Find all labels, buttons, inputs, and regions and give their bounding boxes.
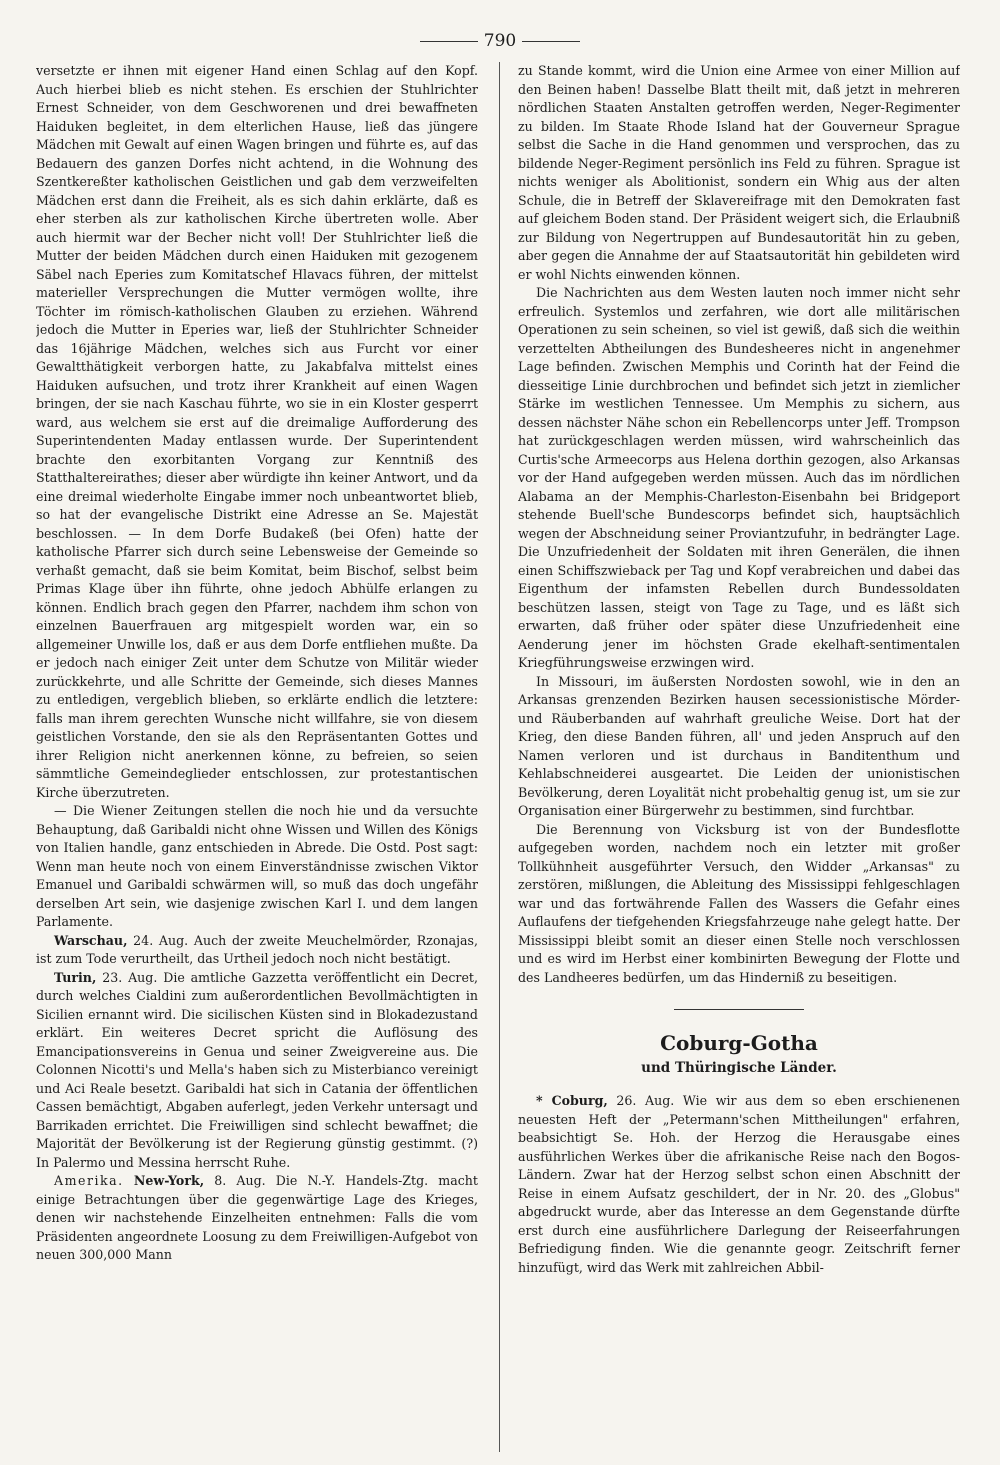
header-rule-left (420, 41, 478, 42)
article-amerika (36, 1172, 478, 1265)
left-column (36, 62, 478, 1457)
article-vicksburg: Die Berennung von Vicksburg ist von der Bundesflotte aufgegeben worden, nachdem noch ein letzter mit großer Tollkühnheit ausgeführter Versuch, den Widder „Arkansas" zu zerstören, mißlungen, die Ableitung des Mississippi fehlgeschlagen war und das fortwährende Fallen des Wassers die Gefahr eines Auflaufens der tiefgehenden Kriegsfahrzeuge nahe gelegt hatte. Der Mississippi bleibt somit an dieser einen Stelle noch verschlossen und es wird im Herbst einer kombinirten Bewegung der Flotte und des Landheeres bedürfen, um das Hinderniß zu beseitigen. (518, 821, 960, 985)
section-separator (674, 1009, 804, 1010)
article-text: Auch der zweite Meuchelmörder, Rzonajas, ist zum Tode verurtheilt, das Urtheil jedoch noch nicht bestätigt. (36, 932, 478, 966)
dateline-date: 26. Aug. (616, 1093, 675, 1108)
dateline-place: New-York, (133, 1173, 205, 1188)
section-heading: Coburg-Gotha (660, 1031, 818, 1055)
section-subheading: und Thüringische Länder. (641, 1060, 837, 1076)
dateline-date: 23. Aug. (102, 969, 158, 985)
page-header (420, 30, 580, 52)
article-hungary-conversion: versetzte er ihnen mit eigener Hand einen Schlag auf den Kopf. Auch hierbei blieb es nicht stehen. Es erschien der Stuhlrichter Ernest Schneider, von dem Geschworenen und drei bewaffneten Haiduken begleitet, in dem elterlichen Hause, ließ das jüngere Mädchen mit Gewalt auf einen Wagen bringen und führte es, auf das Bedauern des ganzen Dorfes nicht achtend, in die Wohnung des Szentkereßter katholischen Geistlichen und gab dem verzweifelten Mädchen erst dann die Freiheit, als es sich dahin erklärte, daß es eher sterben als zur katholischen Kirche übertreten wolle. Aber auch hiermit war der Becher nicht voll! Der Stuhlrichter ließ die Mutter der beiden Mädchen durch einen Haiduken mit gezogenem Säbel nach Eperies zum Komitatschef Hlavacs führen, der mittelst materieller Versprechungen die Mutter vermögen wollte, ihre Töchter im römisch-katholischen Glauben zu erziehen. Während jedoch die Mutter in Eperies war, ließ der Stuhlrichter Schneider das 16jährige Mädchen, welches sich aus Furcht vor einer Gewaltthätigkeit verborgen hatte, zu Jakabfalva mittelst eines Haiduken aufsuchen, und trotz ihrer Krankheit auf einen Wagen bringen, der sie nach Kaschau führte, wo sie in ein Kloster gesperrt ward, aus welchem sie erst auf die dreimalige Aufforderung des Superintendenten Maday entlassen wurde. Der Superintendent brachte den exorbitanten Vorgang zur Kenntniß des Statthaltereirathes; dieser aber würdigte ihn keiner Antwort, und da eine dreimal wiederholte Eingabe immer noch unbeantwortet blieb, so hat der evangelische Distrikt eine Adresse an Se. Majestät beschlossen. — In dem Dorfe Budakeß (bei Ofen) hatte der katholische Pfarrer sich durch seine Lebensweise der Gemeinde so verhaßt gemacht, daß sie beim Komitat, beim Bischof, selbst beim Primas Klage über ihn führte, ohne jedoch Abhülfe erlangen zu können. Endlich brach gegen den Pfarrer, nachdem ihm schon von einzelnen Bauerfrauen arg mitgespielt worden war, ein so allgemeiner Unwille los, daß er aus dem Dorfe entfliehen mußte. Da er jedoch nach einiger Zeit unter dem Schutze von Militär wieder zurückkehrte, und alle Schritte der Gemeinde, sich dieses Mannes zu entledigen, vergeblich blieben, so erklärte endlich die letztere: falls man ihrem gerechten Wunsche nicht willfahre, sie von diesem geistlichen Vorstande, den sie als den Repräsentanten Gottes und ihrer Religion nicht anerkennen könne, zu befreien, so seien sämmtliche Gemeindeglieder entschlossen, zur protestantischen Kirche überzutreten. (36, 63, 478, 800)
right-column (518, 62, 960, 1457)
column-divider (499, 62, 500, 1452)
dateline-place: * Coburg, (536, 1093, 608, 1108)
article-amerika-continued: zu Stande kommt, wird die Union eine Armee von einer Million auf den Beinen haben! Dasselbe Blatt theilt mit, daß jetzt in mehreren nördlichen Staaten Anstalten getroffen werden, Neger-Regimenter zu bilden. Im Staate Rhode Island hat der Gouverneur Sprague selbst die Sache in die Hand genommen und versprochen, das zu bildende Neger-Regiment persönlich ins Feld zu führen. Sprague ist nichts weniger als Abolitionist, sondern ein Whig aus der alten Schule, die in Betreff der Sklavereifrage mit den Demokraten fast auf gleichem Boden stand. Der Präsident weigert sich, die Erlaubniß zur Bildung von Negertruppen auf Bundesautorität hin zu geben, aber gegen die Annahme der auf Staatsautorität hin gebildeten wird er wohl Nichts einwenden können. (518, 63, 960, 282)
dateline-date: 8. Aug. (214, 1173, 266, 1188)
dateline-date: 24. Aug. (133, 932, 189, 948)
dateline-place: Turin, (54, 969, 97, 985)
article-vienna-garibaldi: — Die Wiener Zeitungen stellen die noch hie und da versuchte Behauptung, daß Garibaldi nicht ohne Wissen und Willen des Königs von Italien handle, ganz entschieden in Abrede. Die Ostd. Post sagt: Wenn man heute noch von einem Einverständnisse zwischen Viktor Emanuel und Garibaldi schwärmen will, so muß das doch ungefähr derselben Art sein, wie dasjenige zwischen Karl I. und dem langen Parlamente. (36, 803, 478, 929)
page-number: 790 (483, 31, 517, 51)
header-rule-right (522, 41, 580, 42)
article-coburg (518, 1092, 960, 1277)
article-turin (36, 969, 478, 1173)
article-missouri: In Missouri, im äußersten Nordosten sowohl, wie in den an Arkansas grenzenden Bezirken hausen secessionistische Mörder- und Räuberbanden auf wahrhaft greuliche Weise. Dort hat der Krieg, den diese Banden führen, all' und jeden Anspruch auf den Namen verloren und ist durchaus in Banditenthum und Kehlabschneiderei ausgeartet. Die Leiden der unionistischen Bevölkerung, deren Loyalität nicht probehaltig genug ist, um sie zur Organisation einer Bürgerwehr zu bestimmen, sind furchtbar. (518, 673, 960, 818)
article-west-news: Die Nachrichten aus dem Westen lauten noch immer nicht sehr erfreulich. Systemlos und zerfahren, wie dort alle militärischen Operationen zu sein scheinen, so viel ist gewiß, daß sich die weithin verzettelten Abtheilungen des Bundesheeres nicht in angenehmer Lage befinden. Zwischen Memphis und Corinth hat der Feind die diesseitige Linie durchbrochen und befindet sich jetzt in ziemlicher Stärke im westlichen Tennessee. Um Memphis zu sichern, aus dessen nächster Nähe schon ein Rebellencorps unter Jeff. Trompson hat zurückgeschlagen werden müssen, wird wahrscheinlich das Curtis'sche Armeecorps aus Helena dorthin gezogen, also Arkansas vor der Hand aufgegeben werden müssen. Auch das im nördlichen Alabama an der Memphis-Charleston-Eisenbahn bei Bridgeport stehende Buell'sche Bundescorps befindet sich, hauptsächlich wegen der Abschneidung seiner Proviantzufuhr, in bedrängter Lage. Die Unzufriedenheit der Soldaten mit ihren Generälen, die ihnen einen Schiffszwieback per Tag und Kopf verabreichen und dabei das Eigenthum der infamsten Rebellen durch Bundessoldaten beschützen lassen, steigt von Tage zu Tage, und es läßt sich erwarten, daß früher oder später diese Unzufriedenheit eine Aenderung jener im höchsten Grade ekelhaft-sentimentalen Kriegführungsweise erzwingen wird. (518, 285, 960, 670)
article-text: Die amtliche Gazzetta veröffentlicht ein Decret, durch welches Cialdini zum außerordentlichen Bevollmächtigten in Sicilien ernannt wird. Die sicilischen Küsten sind in Blokadezustand erklärt. Ein weiteres Decret spricht die Auflösung des Emancipationsvereins in Genua und seiner Zweigvereine aus. Die Colonnen Nicotti's und Mella's haben sich zu Misterbianco vereinigt und Aci Reale besetzt. Garibaldi hat sich in Catania der öffentlichen Cassen bemächtigt, Abgaben auferlegt, jeden Verkehr untersagt und Barrikaden errichtet. Die Freiwilligen sind schlecht bewaffnet; die Majorität der Bevölkerung ist der Regierung günstig gestimmt. (?) In Palermo und Messina herrscht Ruhe. (36, 969, 478, 1170)
article-text: Die N.-Y. Handels-Ztg. macht einige Betrachtungen über die gegenwärtige Lage des Krieges, denen wir nachstehende Einzelheiten entnehmen: Falls die vom Präsidenten angeordnete Loosung zu dem Freiwilligen-Aufgebot von neuen 300,000 Mann (36, 1173, 478, 1262)
article-text: Wie wir aus dem so eben erschienenen neuesten Heft der „Petermann'schen Mittheilungen" erfahren, beabsichtigt Se. Hoh. der Herzog die Herausgabe eines ausführlichen Werkes über die afrikanische Reise nach den Bogos-Ländern. Zwar hat der Herzog selbst schon einen Abschnitt der Reise in einem Aufsatz geschildert, der in Nr. 20. des „Globus" abgedruckt wurde, aber das Interesse an dem Gegenstande dürfte erst durch eine ausführlichere Darlegung der Reiseerfahrungen Befriedigung finden. Wie die genannte geogr. Zeitschrift ferner hinzufügt, wird das Werk mit zahlreichen Abbil- (518, 1093, 960, 1275)
article-warschau (36, 932, 478, 969)
dateline-place: Warschau, (54, 932, 128, 948)
section-region: Amerika. (54, 1173, 124, 1188)
